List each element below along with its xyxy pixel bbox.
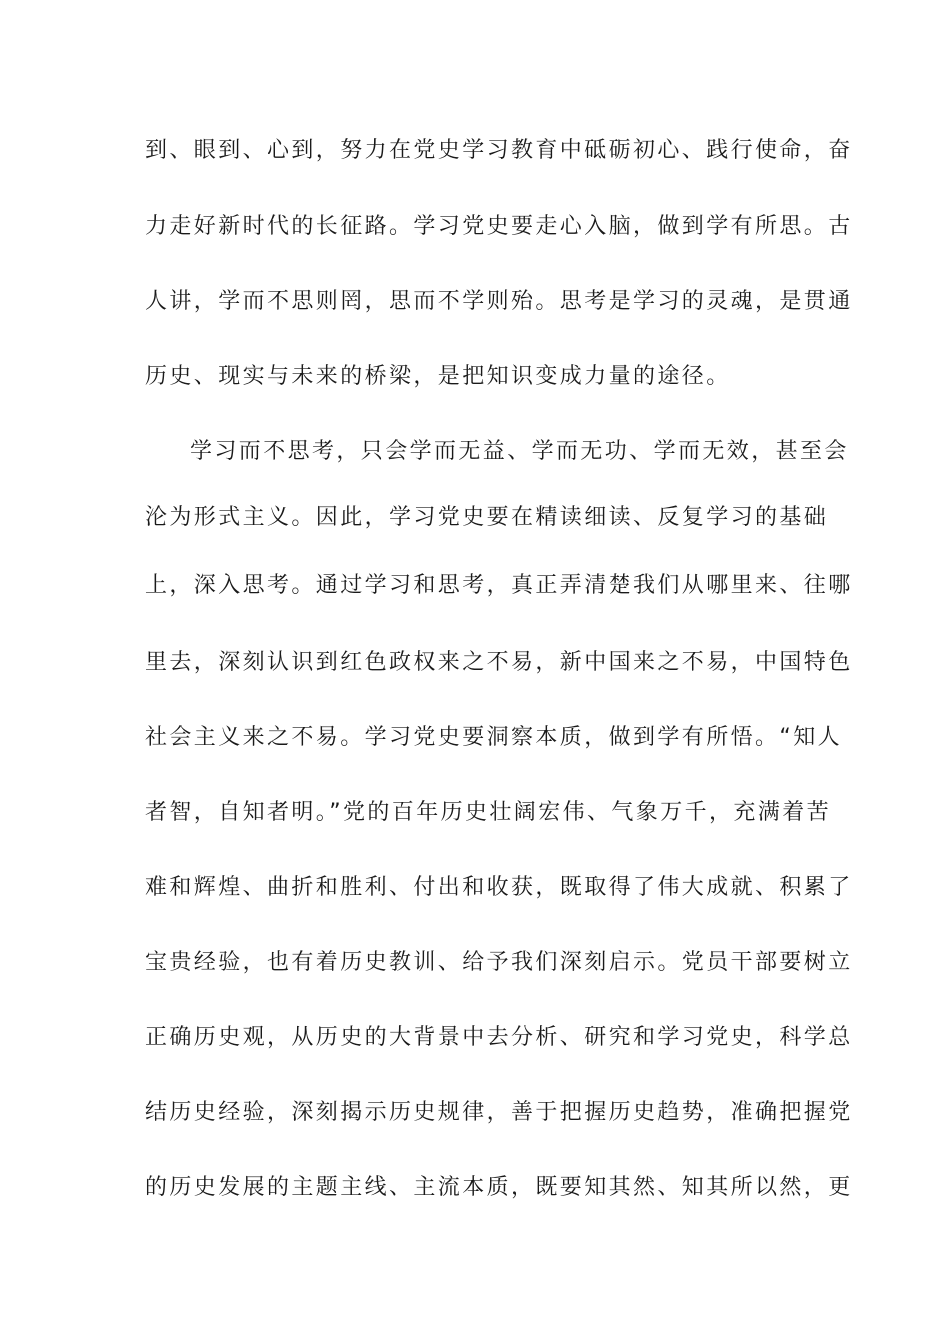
text-line: 到、眼到、心到，努力在党史学习教育中砥砺初心、践行使命，奋 <box>145 138 853 163</box>
text-line: 沦为形式主义。因此，学习党史要在精读细读、反复学习的基础 <box>145 505 829 530</box>
text-line: 历史、现实与未来的桥梁，是把知识变成力量的途径。 <box>145 364 731 389</box>
text-line: 里去，深刻认识到红色政权来之不易，新中国来之不易，中国特色 <box>145 650 853 675</box>
text-line: 正确历史观，从历史的大背景中去分析、研究和学习党史，科学总 <box>145 1025 853 1050</box>
text-line: 上，深入思考。通过学习和思考，真正弄清楚我们从哪里来、往哪 <box>145 573 853 598</box>
text-line: 宝贵经验，也有着历史教训、给予我们深刻启示。党员干部要树立 <box>145 950 853 975</box>
text-line: 人讲，学而不思则罔，思而不学则殆。思考是学习的灵魂，是贯通 <box>145 289 853 314</box>
text-line: 难和辉煌、曲折和胜利、付出和收获，既取得了伟大成就、积累了 <box>145 875 853 900</box>
paragraph-first-line: 学习而不思考，只会学而无益、学而无功、学而无效，甚至会 <box>190 439 849 464</box>
text-line: 结历史经验，深刻揭示历史规律，善于把握历史趋势，准确把握党 <box>145 1100 853 1125</box>
text-line: 力走好新时代的长征路。学习党史要走心入脑，做到学有所思。古 <box>145 214 853 239</box>
text-line: 社会主义来之不易。学习党史要洞察本质，做到学有所悟。“知人 <box>145 725 842 750</box>
text-line: 的历史发展的主题主线、主流本质，既要知其然、知其所以然，更 <box>145 1175 853 1200</box>
text-line: 者智，自知者明。”党的百年历史壮阔宏伟、气象万千，充满着苦 <box>145 800 831 825</box>
